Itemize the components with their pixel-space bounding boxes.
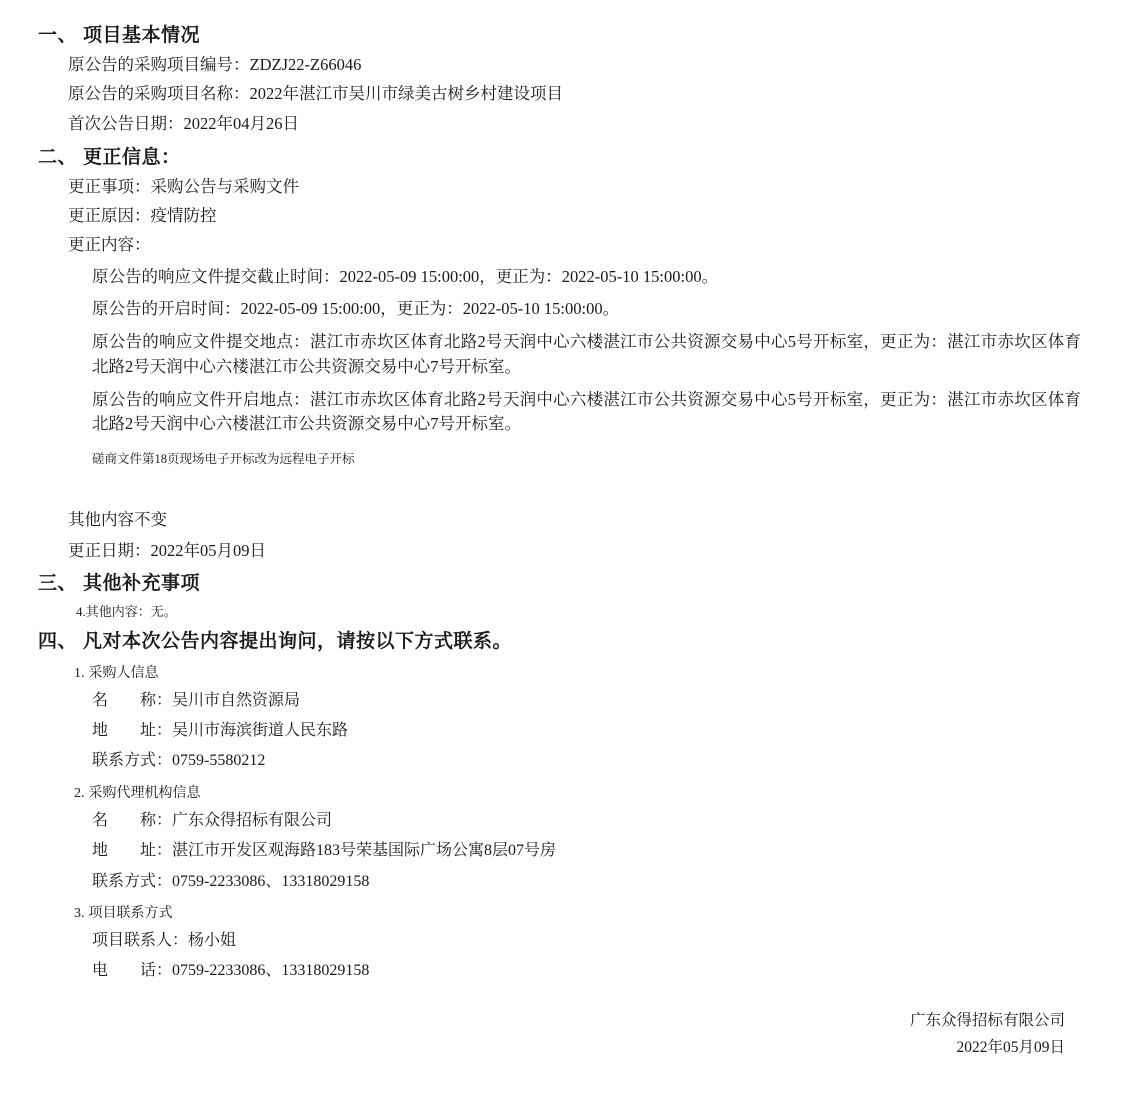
purchaser-name-label: 名 称：: [92, 691, 173, 709]
purchaser-address-label: 地 址：: [92, 721, 173, 739]
contact-group-heading-1: [74, 662, 1093, 682]
correction-content-label: 更正内容：: [68, 235, 151, 255]
purchaser-contact-value: 0759-5580212: [172, 752, 266, 770]
correction-item-line: 更正事项：采购公告与采购文件: [68, 176, 299, 196]
section-number-4: 四、: [38, 630, 78, 652]
document-footer: [30, 1007, 1093, 1061]
section-number-1: 一、: [38, 25, 78, 46]
footer-company: 广东众得招标有限公司: [909, 1011, 1065, 1029]
spacer: [30, 469, 1093, 499]
agency-address-value: 湛江市开发区观海路183号荣基国际广场公寓8层07号房: [172, 842, 557, 860]
correction-detail-submission-place: 原公告的响应文件提交地点：湛江市赤坎区体育北路2号天润中心六楼湛江市公共资源交易中心5号开标室，更正为：湛江市赤坎区体育北路2号天润中心六楼湛江市公共资源交易中心7号开标室。: [92, 332, 1081, 376]
contact-group-heading-3: [74, 902, 1093, 922]
project-number-line: 原公告的采购项目编号：ZDZJ22-Z66046: [68, 55, 362, 74]
other-content-unchanged: 其他内容不变: [68, 509, 167, 529]
project-contact-person-value: 杨小姐: [188, 931, 237, 949]
section-title-2: 更正信息：: [83, 146, 181, 168]
contact-group-index-2: 2.: [74, 785, 85, 801]
section-number-3: 三、: [38, 572, 78, 594]
project-name-line: 原公告的采购项目名称：2022年湛江市吴川市绿美古树乡村建设项目: [68, 84, 563, 104]
project-contact-person-label: 项目联系人：: [92, 931, 189, 949]
correction-detail-opening-time: 原公告的开启时间：2022-05-09 15:00:00，更正为：2022-05-10 15:00:00。: [92, 299, 620, 319]
contact-group-index-1: 1.: [74, 665, 85, 681]
purchaser-name-field: [92, 690, 1093, 712]
agency-contact-value: 0759-2233086、13318029158: [172, 872, 370, 890]
correction-reason-line: 更正原因：疫情防控: [68, 206, 217, 226]
purchaser-contact-field: [92, 750, 1093, 772]
contact-group-title-1: 采购人信息: [88, 665, 159, 681]
project-phone-label: 电 话：: [92, 962, 173, 980]
purchaser-contact-label: 联系方式：: [92, 752, 173, 770]
agency-address-label: 地 址：: [92, 842, 173, 860]
agency-contact-field: [92, 871, 1093, 893]
agency-contact-label: 联系方式：: [92, 872, 173, 890]
project-phone-value: 0759-2233086、13318029158: [172, 962, 370, 980]
agency-address-field: [92, 840, 1093, 862]
purchaser-address-value: 吴川市海滨街道人民东路: [172, 721, 349, 739]
project-contact-person-field: [92, 930, 1093, 952]
section-number-2: 二、: [38, 146, 78, 168]
section-heading-1: [38, 20, 1093, 47]
section-heading-4: [38, 626, 1093, 653]
correction-date: 更正日期：2022年05月09日: [68, 540, 266, 560]
purchaser-address-field: [92, 720, 1093, 742]
section-title-3: 其他补充事项: [83, 572, 201, 594]
project-phone-field: [92, 960, 1093, 982]
correction-detail-opening-place: 原公告的响应文件开启地点：湛江市赤坎区体育北路2号天润中心六楼湛江市公共资源交易中心5号开标室，更正为：湛江市赤坎区体育北路2号天润中心六楼湛江市公共资源交易中心7号开标室。: [92, 389, 1081, 434]
contact-group-title-3: 项目联系方式: [88, 905, 173, 921]
correction-extra-note: 磋商文件第18页现场电子开标改为远程电子开标: [92, 452, 355, 467]
agency-name-value: 广东众得招标有限公司: [172, 811, 333, 829]
contact-group-heading-2: [74, 782, 1093, 802]
section-heading-2: [38, 142, 1093, 169]
supplementary-note: 4.其他内容：无。: [76, 603, 177, 619]
agency-name-field: [92, 810, 1093, 832]
contact-group-index-3: 3.: [74, 905, 85, 921]
section-title-4: 凡对本次公告内容提出询问，请按以下方式联系。: [83, 630, 513, 652]
first-announcement-date-line: 首次公告日期：2022年04月26日: [68, 113, 299, 133]
purchaser-name-value: 吴川市自然资源局: [172, 691, 301, 709]
correction-detail-deadline: 原公告的响应文件提交截止时间：2022-05-09 15:00:00，更正为：2022-05-10 15:00:00。: [92, 266, 719, 286]
section-title-1: 项目基本情况: [83, 25, 201, 46]
contact-group-title-2: 采购代理机构信息: [88, 785, 201, 801]
section-heading-3: [38, 568, 1093, 595]
agency-name-label: 名 称：: [92, 811, 173, 829]
footer-date: 2022年05月09日: [956, 1038, 1065, 1056]
